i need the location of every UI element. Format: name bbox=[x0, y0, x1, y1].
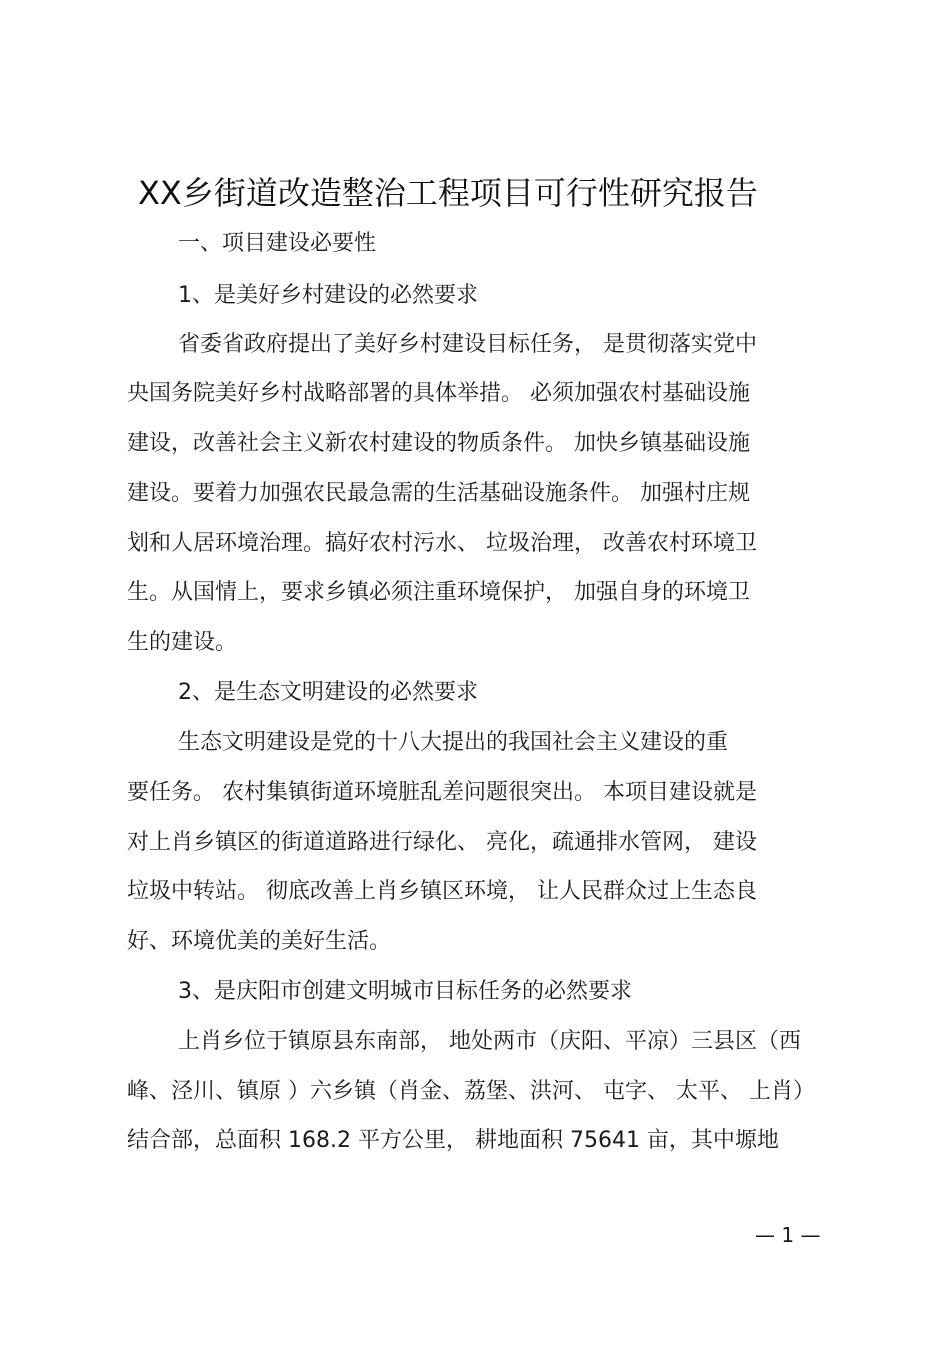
section-heading: 一、项目建设必要性 bbox=[178, 231, 377, 256]
paragraph-3-line: 结合部，总面积 168.2 平方公里， 耕地面积 75641 亩，其中塬地 bbox=[127, 1128, 779, 1153]
paragraph-2-line: 好、环境优美的美好生活。 bbox=[127, 929, 392, 954]
paragraph-1-line: 划和人居环境治理。搞好农村污水、 垃圾治理， 改善农村环境卫 bbox=[127, 531, 757, 556]
paragraph-1-line: 生的建设。 bbox=[127, 630, 238, 655]
paragraph-1-line: 央国务院美好乡村战略部署的具体举措。 必须加强农村基础设施 bbox=[127, 381, 750, 406]
paragraph-2-line: 垃圾中转站。 彻底改善上肖乡镇区环境， 让人民群众过上生态良 bbox=[127, 879, 757, 904]
subsection-heading-2: 2、是生态文明建设的必然要求 bbox=[178, 680, 478, 705]
page-number: — 1 — bbox=[755, 1223, 821, 1247]
paragraph-3-line: 上肖乡位于镇原县东南部， 地处两市（庆阳、平凉）三县区（西 bbox=[178, 1029, 801, 1054]
paragraph-1-line: 省委省政府提出了美好乡村建设目标任务， 是贯彻落实党中 bbox=[178, 332, 757, 357]
paragraph-1-line: 生。从国情上，要求乡镇必须注重环境保护， 加强自身的环境卫 bbox=[127, 580, 750, 605]
subsection-heading-1: 1、是美好乡村建设的必然要求 bbox=[178, 283, 478, 308]
paragraph-1-line: 建设，改善社会主义新农村建设的物质条件。 加快乡镇基础设施 bbox=[127, 431, 750, 456]
paragraph-3-line: 峰、泾川、镇原 ）六乡镇（肖金、荔堡、洪河、 屯字、 太平、 上肖） bbox=[127, 1079, 815, 1104]
subsection-heading-3: 3、是庆阳市创建文明城市目标任务的必然要求 bbox=[178, 979, 632, 1004]
paragraph-2-line: 对上肖乡镇区的街道道路进行绿化、 亮化，疏通排水管网， 建设 bbox=[127, 830, 757, 855]
paragraph-1-line: 建设。要着力加强农民最急需的生活基础设施条件。 加强村庄规 bbox=[127, 481, 750, 506]
document-title: XX乡街道改造整治工程项目可行性研究报告 bbox=[138, 174, 758, 212]
paragraph-2-line: 生态文明建设是党的十八大提出的我国社会主义建设的重 bbox=[178, 730, 729, 755]
paragraph-2-line: 要任务。 农村集镇街道环境脏乱差问题很突出。 本项目建设就是 bbox=[127, 780, 757, 805]
